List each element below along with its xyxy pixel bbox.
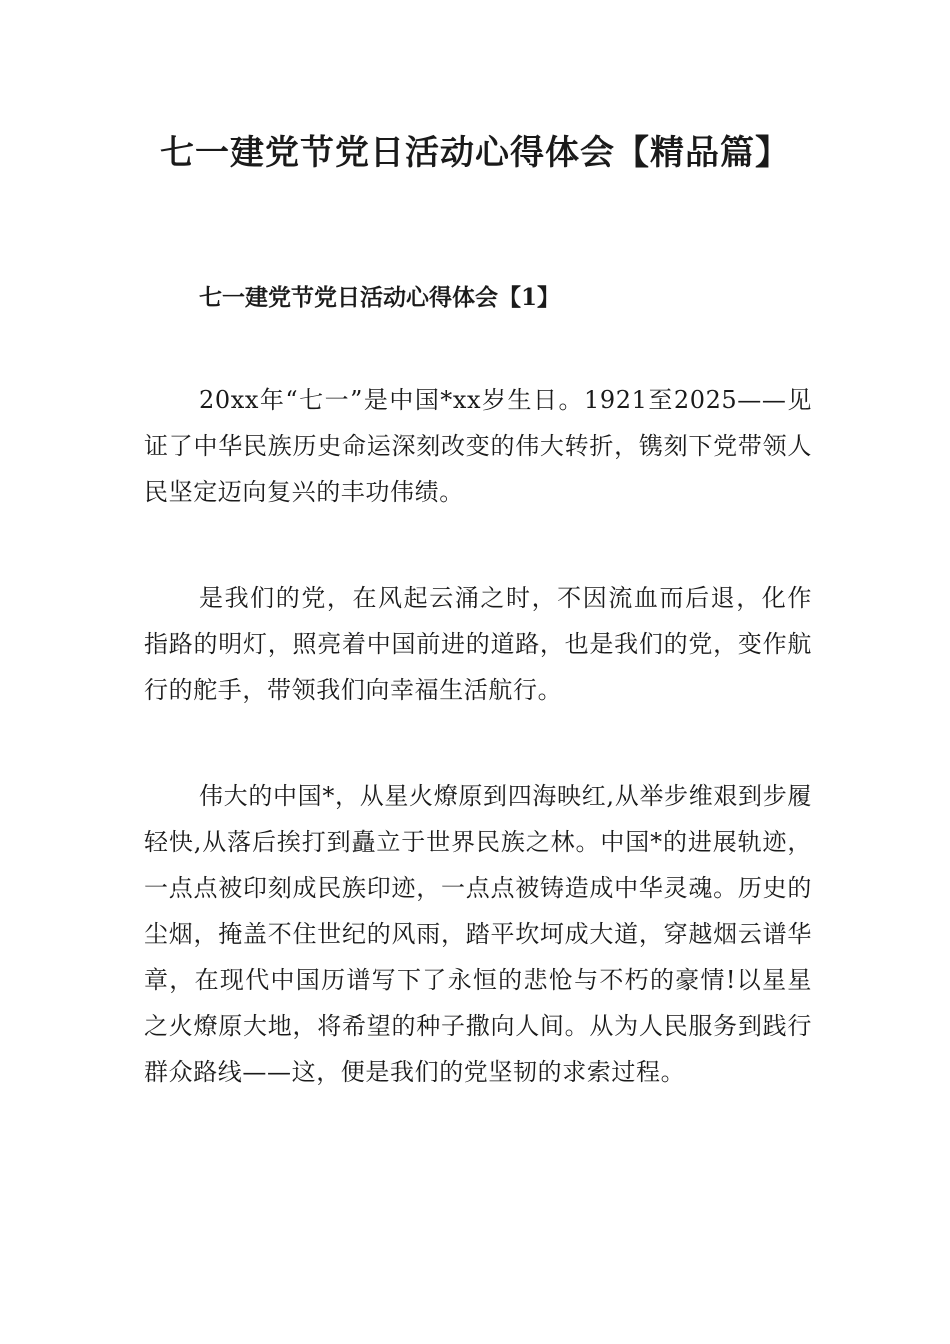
section-heading: 七一建党节党日活动心得体会【1】	[199, 284, 561, 311]
document-title: 七一建党节党日活动心得体会【精品篇】	[160, 133, 790, 173]
body-paragraph-2: 是我们的党，在风起云涌之时，不因流血而后退，化作指路的明灯，照亮着中国前进的道路，也是我们的党，变作航行的舵手，带领我们向幸福生活航行。	[144, 584, 812, 704]
body-paragraph-3: 伟大的中国*，从星火燎原到四海映红,从举步维艰到步履轻快,从落后挨打到矗立于世界民族之林。中国*的进展轨迹，一点点被印刻成民族印迹，一点点被铸造成中华灵魂。历史的尘烟，掩盖不住世纪的风雨，踏平坎坷成大道，穿越烟云谱华章，在现代中国历谱写下了永恒的悲怆与不朽的豪情!以星星之火燎原大地，将希望的种子撒向人间。从为人民服务到践行群众路线——这，便是我们的党坚韧的求索过程。	[144, 782, 812, 1086]
body-paragraph-1: 20xx年“七一”是中国*xx岁生日。1921至2025——见证了中华民族历史命运深刻改变的伟大转折，镌刻下党带领人民坚定迈向复兴的丰功伟绩。	[144, 386, 812, 506]
